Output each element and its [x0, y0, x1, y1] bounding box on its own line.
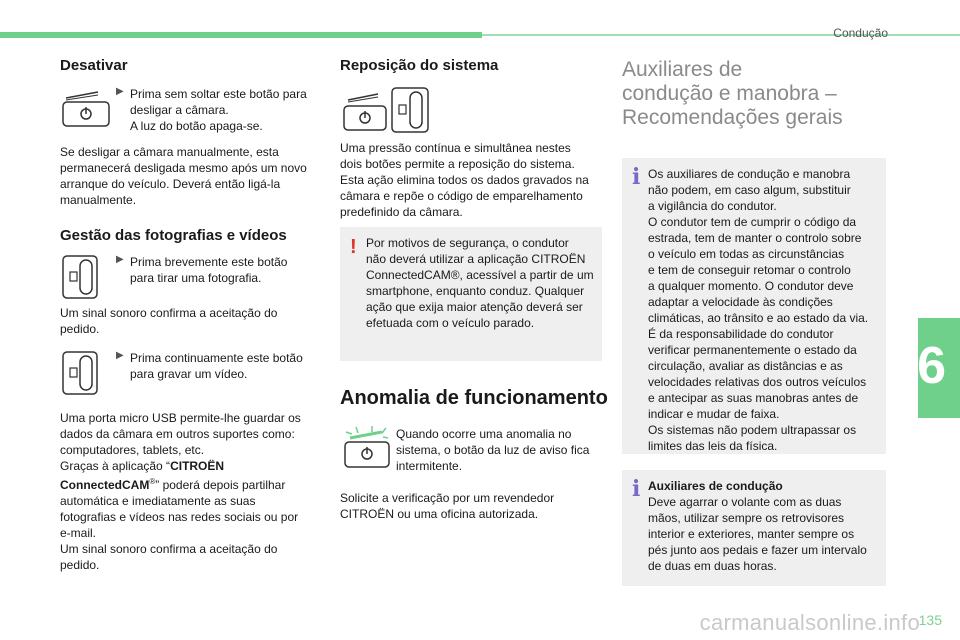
- header-accent-bar: [0, 32, 482, 38]
- header-rule: [482, 34, 960, 36]
- info-note-driving: [622, 470, 886, 586]
- info-note-driving-text: Auxiliares de condução Deve agarrar o volante com as duas mãos, utilizar sempre os retrovisores interior e exteriores, manter sempre os pés junto aos pedais e fazer um intervalo de duas em duas horas.: [648, 479, 867, 573]
- info-icon: i: [632, 164, 641, 190]
- exclamation-icon: !: [350, 236, 357, 258]
- info-icon: i: [632, 476, 641, 502]
- page-number: 135: [918, 612, 942, 628]
- camera-off-button-icon: [60, 88, 112, 128]
- paragraph-reposicao: Uma pressão contínua e simultânea nestes dois botões permite a reposição do sistema. Esta ação elimina todos os dados gravados na câmara e repõe o código de emparelhamento predefinido da câmara.: [340, 141, 589, 219]
- section-header-title: Condução: [833, 26, 888, 40]
- warning-note-text: Por motivos de segurança, o condutor não deverá utilizar a aplicação CITROËN ConnectedCAM®, acessível a partir de um smartphone, enquanto conduz. Qualquer ação que exija maior atenção deverá ser efetuada com o veículo parado.: [366, 236, 594, 330]
- heading-reposicao: Reposição do sistema: [340, 57, 499, 74]
- paragraph-usb: Uma porta micro USB permite-lhe guardar os dados da câmara em outros suportes como: computadores, tablets, etc. Graças à aplicação “CITROËN ConnectedCAM®” poderá depois partilhar automática e imediatamente as suas fotografias e vídeos nas redes sociais ou por e-mail. Um sinal sonoro confirma a aceitação do pedido.: [60, 410, 322, 573]
- triangle-right-icon: ▶: [116, 350, 124, 361]
- paragraph-app-line-2: ConnectedCAM®” poderá depois partilhar: [60, 477, 286, 492]
- heading-desativar: Desativar: [60, 57, 128, 74]
- paragraph-desativar: Se desligar a câmara manualmente, esta permanecerá desligada mesmo após um novo arranque do veículo. Deverá então ligá-la manualmente.: [60, 145, 307, 207]
- triangle-right-icon: ▶: [116, 86, 124, 97]
- paragraph-app-line: Graças à aplicação “CITROËN: [60, 459, 225, 473]
- watermark: carmanualsonline.info: [699, 610, 920, 635]
- chapter-number: 6: [917, 337, 946, 395]
- warning-note: [340, 227, 602, 361]
- heading-gestao: Gestão das fotografias e vídeos: [60, 227, 287, 244]
- paragraph-anomalia-step: Quando ocorre uma anomalia no sistema, o botão da luz de aviso fica intermitente.: [396, 427, 590, 473]
- paragraph-anomalia: Solicite a verificação por um revendedor CITROËN ou uma oficina autorizada.: [340, 491, 555, 521]
- reset-buttons-icon: [342, 86, 432, 134]
- section-title-auxiliares: Auxiliares de condução e manobra – Recomendações gerais: [622, 58, 843, 129]
- step-desativar-text: Prima sem soltar este botão para desligar a câmara. A luz do botão apaga-se.: [130, 87, 307, 133]
- info-note-general-text: Os auxiliares de condução e manobra não podem, em caso algum, substituir a vigilância do condutor. O condutor tem de cumprir o código da estrada, tem de manter o controlo sobre o veículo em todas as circunstâncias e tem de conseguir retomar o controlo a qualquer momento. O condutor deve adaptar a velocidade às condições climáticas, ao trânsito e ao estado da via. É da responsabilidade do condutor verificar permanentemente o estado da circulação, avaliar as distâncias e as velocidades relativas dos outros veículos e antecipar as suas manobras antes de indicar e mudar de faixa. Os sistemas não podem ultrapassar os limites das leis da física.: [648, 167, 869, 453]
- capture-button-icon: [60, 254, 100, 300]
- heading-anomalia: Anomalia de funcionamento: [340, 387, 608, 409]
- step-foto-text: Prima brevemente este botão para tirar uma fotografia.: [130, 255, 288, 285]
- paragraph-sinal-sonoro-1: Um sinal sonoro confirma a aceitação do pedido.: [60, 306, 278, 336]
- warning-light-button-icon: [342, 424, 392, 470]
- info-note-general: [622, 158, 886, 454]
- step-video-text: Prima continuamente este botão para gravar um vídeo.: [130, 351, 303, 381]
- capture-button-icon: [60, 350, 100, 396]
- triangle-right-icon: ▶: [116, 254, 124, 265]
